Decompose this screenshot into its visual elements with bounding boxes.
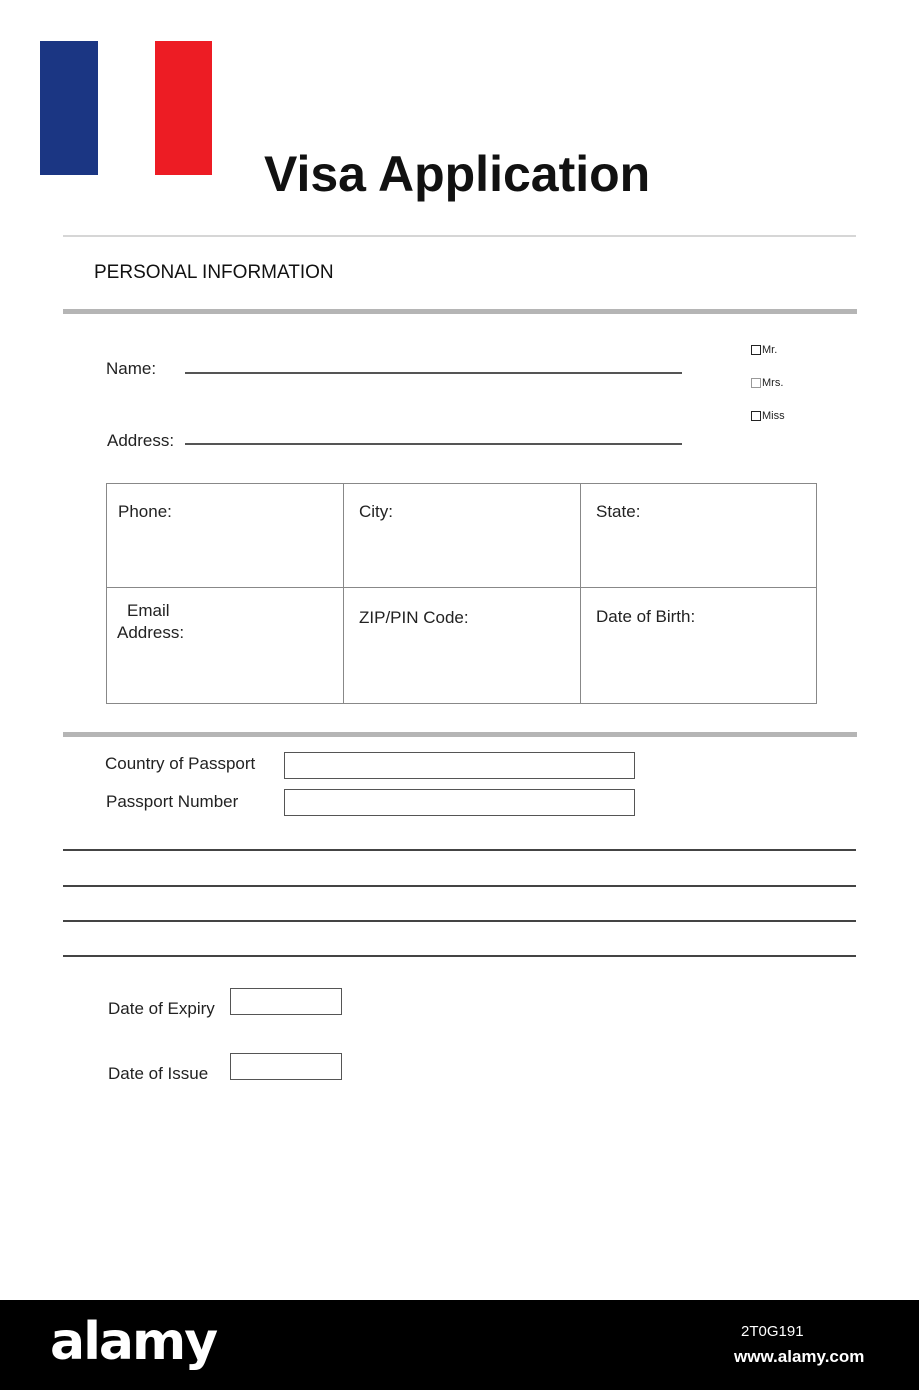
checkbox-icon[interactable]: [751, 411, 761, 421]
country-of-passport-label: Country of Passport: [105, 754, 256, 773]
email-label-line1: Email: [127, 601, 170, 620]
checkbox-icon[interactable]: [751, 378, 761, 388]
alamy-logo: alamy: [50, 1312, 217, 1372]
section-divider-passport: [63, 732, 857, 737]
salutation-mrs[interactable]: [751, 377, 783, 389]
site-url: www.alamy.com: [734, 1347, 865, 1366]
city-cell[interactable]: [343, 483, 581, 588]
writing-line[interactable]: [63, 885, 856, 887]
salutation-mr[interactable]: [751, 344, 777, 356]
state-label: State:: [596, 502, 641, 521]
salutation-miss[interactable]: [751, 410, 785, 422]
date-of-issue-input[interactable]: [230, 1053, 342, 1080]
header-divider: [63, 235, 856, 237]
zip-label: ZIP/PIN Code:: [359, 608, 469, 627]
salutation-mr-label: Mr.: [762, 344, 778, 356]
city-label: City:: [359, 502, 393, 521]
state-cell[interactable]: [580, 483, 817, 588]
date-of-expiry-label: Date of Expiry: [108, 999, 215, 1018]
salutation-miss-label: Miss: [762, 410, 785, 422]
address-field[interactable]: [185, 443, 682, 445]
flag-red-stripe: [155, 41, 212, 175]
writing-line[interactable]: [63, 955, 856, 957]
checkbox-icon[interactable]: [751, 345, 761, 355]
zip-cell[interactable]: [343, 587, 581, 704]
flag-blue-stripe: [40, 41, 98, 175]
salutation-mrs-label: Mrs.: [762, 377, 784, 389]
email-label-line2: Address:: [117, 623, 185, 642]
writing-line[interactable]: [63, 920, 856, 922]
name-field[interactable]: [185, 372, 682, 374]
phone-cell[interactable]: [106, 483, 344, 588]
section-divider-top: [63, 309, 857, 314]
section-title-personal: PERSONAL INFORMATION: [94, 262, 334, 283]
dob-cell[interactable]: [580, 587, 817, 704]
date-of-issue-label: Date of Issue: [108, 1064, 209, 1083]
country-of-passport-input[interactable]: [284, 752, 635, 779]
date-of-expiry-input[interactable]: [230, 988, 342, 1015]
image-id: 2T0G191: [741, 1323, 804, 1340]
page-title: Visa Application: [264, 146, 651, 202]
writing-line[interactable]: [63, 849, 856, 851]
dob-label: Date of Birth:: [596, 607, 696, 626]
flag-white-stripe: [98, 41, 155, 175]
name-label: Name:: [106, 359, 157, 378]
passport-number-label: Passport Number: [106, 792, 239, 811]
address-label: Address:: [107, 431, 175, 450]
phone-label: Phone:: [118, 502, 172, 521]
passport-number-input[interactable]: [284, 789, 635, 816]
